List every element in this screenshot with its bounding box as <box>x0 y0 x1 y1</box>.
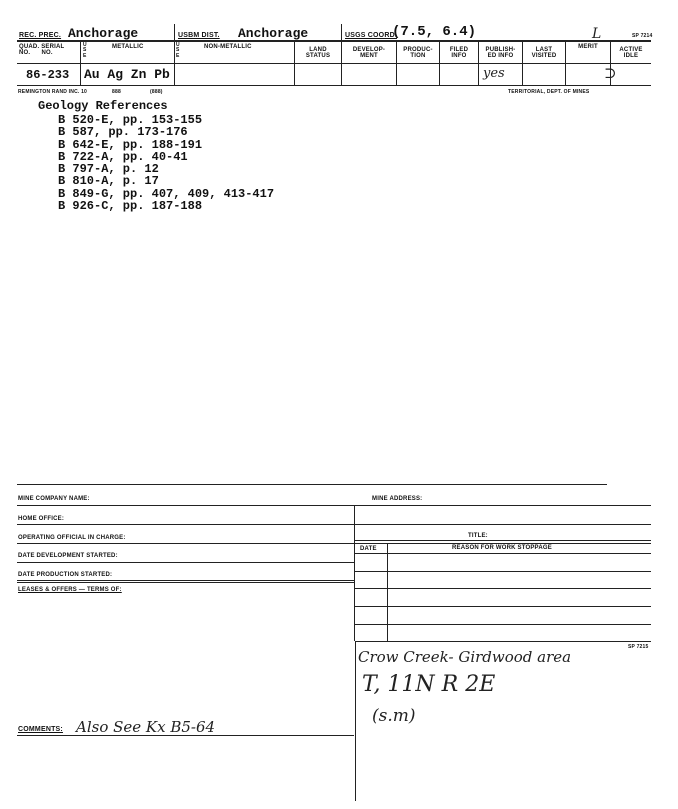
active-mark: ⊃ <box>604 64 617 82</box>
usbm-dist-value: Anchorage <box>238 26 309 41</box>
reference-item: B 642-E, pp. 188-191 <box>58 137 203 152</box>
col-last-visited: LAST VISITED <box>531 47 557 60</box>
col-development: DEVELOP- MENT <box>352 47 386 60</box>
date-production-label: DATE PRODUCTION STARTED: <box>18 572 113 578</box>
rule <box>355 624 651 625</box>
table-divider <box>387 543 388 641</box>
header-rule-top <box>17 40 651 42</box>
handwritten-comments: Also See Kx B5-64 <box>76 718 216 736</box>
serial-number: 86-233 <box>26 68 70 82</box>
header-rule-mid <box>17 63 651 64</box>
col-divider <box>174 40 175 85</box>
col-divider <box>294 40 295 85</box>
handwritten-initials: (s.m) <box>372 706 416 726</box>
rule <box>17 735 354 736</box>
reference-item: B 810-A, p. 17 <box>58 174 159 189</box>
col-divider <box>80 40 81 85</box>
rule <box>17 524 651 525</box>
rule <box>355 588 651 589</box>
col-land-status: LAND STATUS <box>305 47 331 60</box>
col-quad-serial: QUAD. SERIAL NO. NO. <box>19 44 65 57</box>
title-label: TITLE: <box>468 533 488 539</box>
col-active-idle: ACTIVE IDLE <box>619 47 643 60</box>
rule <box>355 540 651 541</box>
rule <box>355 641 651 642</box>
mine-address-label: MINE ADDRESS: <box>372 496 423 502</box>
geology-title: Geology References <box>38 99 168 113</box>
col-merit: MERIT <box>578 44 598 50</box>
page-mark: L <box>592 26 602 42</box>
reference-item: B 722-A, pp. 40-41 <box>58 149 188 164</box>
usbm-dist-label: USBM DIST. <box>178 32 220 39</box>
reference-item: B 926-C, pp. 187-188 <box>58 199 203 214</box>
col-use-2: U S E <box>176 42 180 59</box>
header-rule-bottom <box>17 85 651 86</box>
mine-company-name-label: MINE COMPANY NAME: <box>18 496 90 502</box>
date-label: DATE <box>360 546 377 552</box>
printer-mark: REMINGTON RAND INC. 10 <box>18 89 88 95</box>
geology-references <box>58 114 274 212</box>
usgs-coord-value: (7.5, 6.4) <box>392 24 477 40</box>
territorial-label: TERRITORIAL, DEPT. OF MINES <box>508 89 590 95</box>
date-development-label: DATE DEVELOPMENT STARTED: <box>18 553 118 559</box>
code-2: (888) <box>150 89 163 95</box>
comments-label: COMMENTS: <box>18 726 63 733</box>
reference-item: B 520-E, pp. 153-155 <box>58 113 203 127</box>
lower-rule-top <box>17 484 607 485</box>
form-number: SP 7214 <box>632 33 653 39</box>
leases-label: LEASES & OFFERS — TERMS OF: <box>18 587 122 593</box>
header-divider-1 <box>174 24 175 41</box>
code-1: 888 <box>112 89 121 95</box>
published-mark: yes <box>483 66 505 81</box>
col-production: PRODUC- TION <box>403 47 433 60</box>
rule <box>17 562 354 563</box>
home-office-label: HOME OFFICE: <box>18 516 65 522</box>
reference-item: B 849-G, pp. 407, 409, 413-417 <box>58 186 275 201</box>
metals-list: Au Ag Zn Pb <box>84 67 170 82</box>
rule <box>355 571 651 572</box>
header-divider-2 <box>341 24 342 41</box>
col-use: U S E <box>83 42 87 59</box>
comments-divider <box>355 641 356 801</box>
rec-prec-label: REC. PREC. <box>19 32 62 39</box>
rule <box>355 606 651 607</box>
rule <box>17 505 651 506</box>
reference-item: B 797-A, p. 12 <box>58 162 159 177</box>
reason-label: REASON FOR WORK STOPPAGE <box>452 545 552 551</box>
rule <box>17 582 354 583</box>
usgs-coord-label: USGS COORD. <box>345 32 397 39</box>
col-metallic: METALLIC <box>112 44 144 50</box>
col-filed-info: FILED INFO <box>449 47 469 60</box>
col-published-info: PUBLISH- ED INFO <box>485 47 516 60</box>
operating-official-label: OPERATING OFFICIAL IN CHARGE: <box>18 535 126 541</box>
rec-prec-value: Anchorage <box>68 26 139 41</box>
reference-item: B 587, pp. 173-176 <box>58 125 188 140</box>
handwritten-area: Crow Creek- Girdwood area <box>358 648 572 666</box>
rule <box>355 553 651 554</box>
col-non-metallic: NON-METALLIC <box>204 44 252 50</box>
rule <box>17 580 354 581</box>
form-number-2: SP 7215 <box>628 644 649 650</box>
table-divider <box>354 505 355 641</box>
handwritten-township: T, 11N R 2E <box>362 672 496 697</box>
rule <box>17 543 651 544</box>
